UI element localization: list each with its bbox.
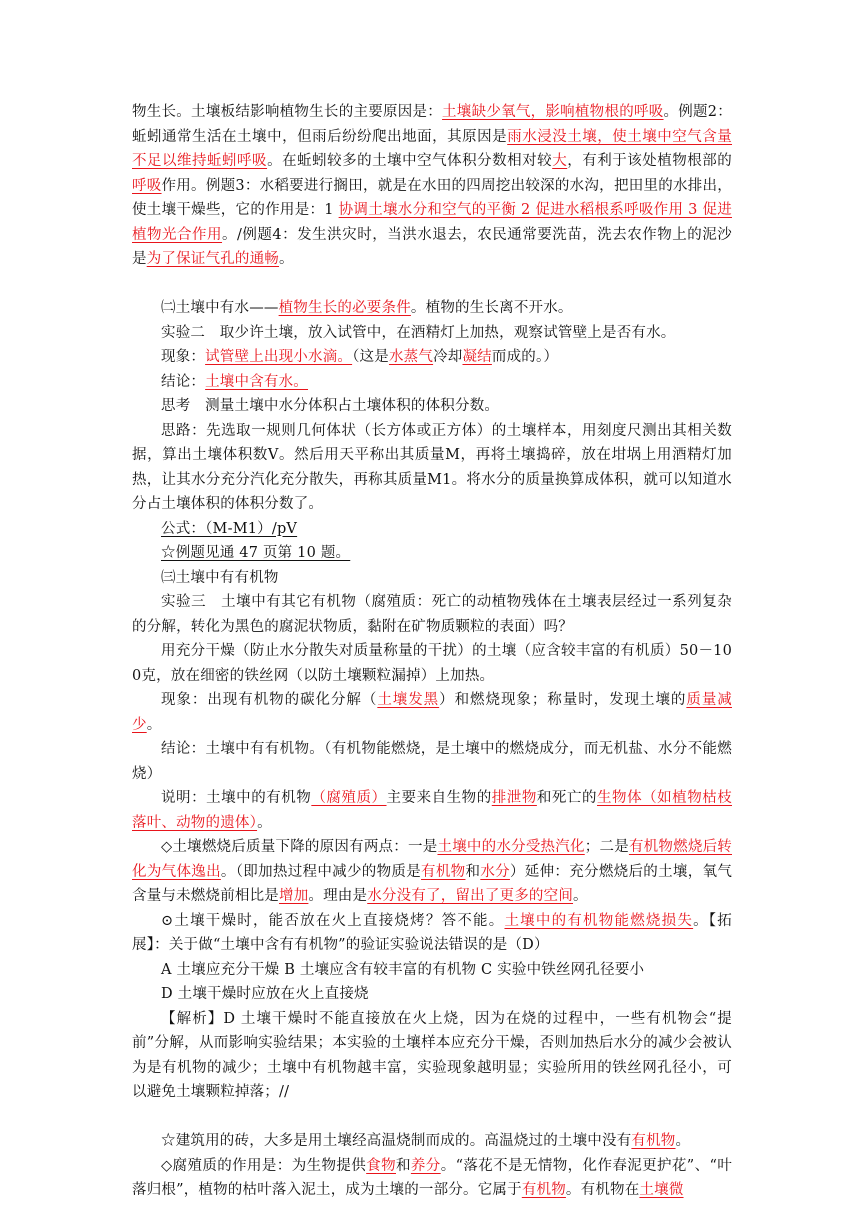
answer-fill: 排泄物 [491,790,537,806]
text: 结论： [161,373,206,390]
answer-fill: 协调土壤水分和空气的平衡 2 促进水稻根系呼吸作用 3 促进植物光合作用 [132,202,732,243]
conclusion-water [132,370,732,395]
answer-fill: 呼吸 [132,177,162,194]
text: 。 [279,251,294,267]
text: ）和燃烧现象；称量时，发现土壤的 [439,692,687,708]
answer-fill: 水分 [480,863,510,880]
section-heading-organic: ㈢土壤中有有机物 [161,569,279,586]
text: （这是 [352,349,389,365]
text: 。有机物在 [565,1182,640,1198]
answer-fill: 有机物 [421,863,466,880]
text: 。 [573,888,588,904]
text: ；二是 [584,839,629,855]
text: 。 [257,814,272,831]
answer-fill: （腐殖质） [311,790,387,806]
experiment-two: 实验二 取少许土壤，放入试管中，在酒精灯上加热，观察试管壁上是否有水。 [161,324,676,341]
answer-fill: 植物生长的必要条件 [278,300,411,316]
document-body [132,100,732,1203]
text: 和 [465,863,481,880]
answer-fill: 凝结 [462,349,492,365]
answer-fill: 有机物燃烧后转化为气体逸出 [132,839,732,880]
formula [132,517,732,542]
answer-fill: 雨水浸没土壤，使土壤中空气含量不足以维持蚯蚓呼吸 [132,128,733,169]
phenomenon-organic [132,688,732,737]
answer-fill: 水蒸气 [388,349,434,365]
text: 主要来自生物的 [386,790,492,806]
text: 。“落花不是无情物，化作春泥更护花”、“叶落归根”，植物的枯叶落入泥土，成为土壤的一部分。它属于 [132,1157,733,1198]
phenomenon-water [132,345,732,370]
text: 。【拓展】：关于做“土壤中含有有机物”的验证实验说法错误的是（D） [132,912,732,953]
think-question: 思考 测量土壤中水分体积占土壤体积的体积分数。 [161,398,500,414]
option-d: D 土壤干燥时应放在火上直接烧 [161,986,369,1002]
text: 现象： [161,349,206,365]
spacer [132,1105,732,1130]
humus-function [132,1154,732,1203]
answer-fill: 土壤中的水分受热汽化 [437,839,585,855]
text: ⊙土壤干燥时，能否放在火上直接烧烤？答不能。 [161,912,505,929]
answer-fill: 土壤中含有水。 [205,373,309,390]
explanation-note [132,786,732,835]
text: 和 [395,1157,411,1174]
text: 冷却 [433,349,463,365]
mass-loss-reasons [132,835,732,909]
answer-fill: 试管壁上出现小水滴。 [205,349,353,365]
formula-text: 公式：（M-M1）/pV [161,520,298,537]
answer-fill: 养分 [410,1157,441,1174]
answer-fill: 土壤微 [639,1182,684,1198]
dry-soil-question [132,909,732,958]
answer-fill: 土壤发黑 [377,692,440,708]
experiment-three: 实验三 土壤中有其它有机物（腐殖质：死亡的动植物残体在土壤表层经过一系列复杂的分解，转化为黑色的腐泥状物质，黏附在矿物质颗粒的表面）吗？ [132,594,732,635]
text: 。植物的生长离不开水。 [410,300,573,316]
text: 和死亡的 [536,790,598,806]
section-heading-water [132,296,732,321]
text: ◇腐殖质的作用是：为生物提供 [161,1157,367,1174]
brick-note [132,1129,732,1154]
text: 而成的。） [491,349,559,365]
example-text: ☆例题见通 47 页第 10 题。 [161,545,351,561]
text: 。在蚯蚓较多的土壤中空气体积分数相对较 [267,153,553,169]
text: ㈡土壤中有水—— [161,300,279,316]
text: 。 [146,716,162,733]
text: 说明：土壤中的有机物 [161,790,312,806]
text: 。（即加热过程中减少的物质是 [220,863,422,880]
text: ，有利于该处植物根部的 [567,153,732,169]
text: 物生长。土壤板结影响植物生长的主要原因是： [132,104,443,120]
answer-fill: 质量减少 [132,692,732,733]
spacer [132,272,732,297]
paragraph-examples [132,100,732,272]
text: 。例题2：蚯蚓通常生活在土壤中，但雨后纷纷爬出地面，其原因是 [132,104,732,145]
analysis: 【解析】D 土壤干燥时不能直接放在火上烧，因为在烧的过程中，一些有机物会“提前”分解，从而影响实验结果；本实验的土壤样本应充分干燥，否则加热后水分的减少会被认为是有机物的减少；土壤中有机物越丰富，实验现象越明显；实验所用的铁丝网孔径小，可以避免土壤颗粒掉落；// [132,1010,732,1100]
answer-fill: 食物 [366,1157,396,1174]
answer-fill: 水分没有了，留出了更多的空间 [367,888,574,904]
conclusion-organic: 结论：土壤中有有机物。（有机物能燃烧，是土壤中的燃烧成分，而无机盐、水分不能燃烧） [132,741,732,782]
experiment-method: 用充分干燥（防止水分散失对质量称量的干扰）的土壤（应含较丰富的有机质）50－100克，放在细密的铁丝网（以防土壤颗粒漏掉）上加热。 [132,643,732,684]
text: ）延伸：充分燃烧后的土壤，氧气含量与未燃烧前相比是 [132,863,733,904]
text: 现象：出现有机物的碳化分解（ [161,692,378,708]
answer-fill: 土壤中的有机物能燃烧损失 [504,912,694,929]
text: ◇土壤燃烧后质量下降的原因有两点：一是 [161,839,438,855]
text: 作用。例题3：水稻要进行搁田，就是在水田的四周挖出较深的水沟，把田里的水排出，使土壤干燥些，它的作用是：1 [132,177,732,218]
options-abc: A 土壤应充分干燥 B 土壤应含有较丰富的有机物 C 实验中铁丝网孔径要小 [161,961,645,978]
text: ☆建筑用的砖，大多是用土壤经高温烧制而成的。高温烧过的土壤中没有 [161,1133,632,1149]
answer-fill: 为了保证气孔的通畅 [146,251,280,267]
answer-fill: 大 [552,153,568,169]
answer-fill: 生物体（如植物枯枝落叶、动物的遗体） [132,790,732,831]
text: 。/例题4：发生洪灾时，当洪水退去，农民通常要洗苗，洗去农作物上的泥沙是 [132,226,732,267]
answer-fill: 有机物 [521,1182,566,1198]
answer-fill: 增加 [279,888,309,904]
text: 。理由是 [308,888,368,904]
answer-fill: 有机物 [631,1133,676,1149]
text: 。 [675,1133,691,1149]
example-reference [132,541,732,566]
method-idea: 思路：先选取一规则几何体状（长方体或正方体）的土壤样本，用刻度尺测出其相关数据，算出土壤体积数V。然后用天平称出其质量M，再将土壤捣碎，放在坩埚上用酒精灯加热，让其水分充分汽化充分散失，再称其质量M1。将水分的质量换算成体积，就可以知道水分占土壤体积的体积分数了。 [132,422,732,512]
answer-fill: 土壤缺少氧气，影响植物根的呼吸 [442,104,664,120]
